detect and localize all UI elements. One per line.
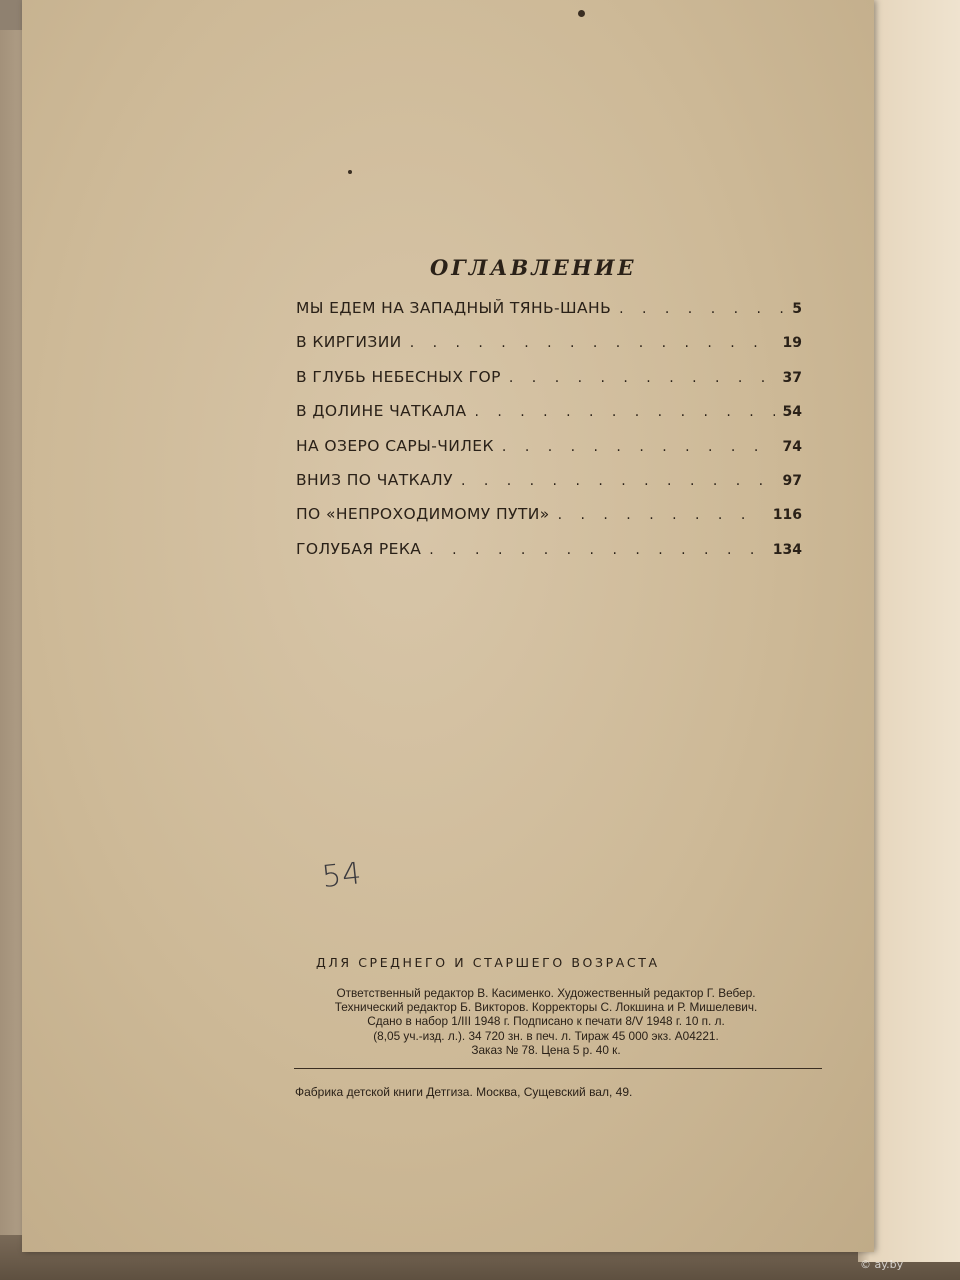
toc-entry — [296, 299, 802, 333]
toc-leader-dots — [461, 473, 775, 489]
toc-list — [296, 299, 802, 574]
toc-entry-page: 97 — [782, 472, 802, 489]
toc-entry-title: ПО «НЕПРОХОДИМОМУ ПУТИ» — [296, 505, 550, 524]
imprint-line: Ответственный редактор В. Касименко. Художественный редактор Г. Вебер. — [336, 986, 756, 1000]
imprint-line: Технический редактор Б. Викторов. Корректоры С. Локшина и Р. Мишелевич. — [334, 1000, 758, 1015]
watermark: © ay.by — [860, 1258, 904, 1271]
toc-entry-page: 37 — [782, 369, 802, 386]
toc-entry — [296, 402, 802, 436]
toc-entry-title: В ДОЛИНЕ ЧАТКАЛА — [296, 402, 467, 421]
ink-spot — [578, 10, 585, 17]
toc-entry-title: В КИРГИЗИИ — [296, 333, 402, 352]
toc-entry-title: ГОЛУБАЯ РЕКА — [296, 539, 422, 558]
toc-entry-page: 19 — [782, 335, 802, 352]
toc-title: ОГЛАВЛЕНИЕ — [430, 255, 637, 280]
toc-entry — [296, 540, 802, 574]
toc-entry — [296, 437, 802, 471]
imprint-divider — [294, 1068, 822, 1069]
toc-entry — [296, 471, 802, 505]
handwritten-note: 54 — [320, 855, 364, 896]
factory-address: Фабрика детской книги Детгиза. Москва, Сущевский вал, 49. — [295, 1085, 633, 1099]
toc-entry-page: 54 — [782, 404, 802, 421]
toc-entry-title: ВНИЗ ПО ЧАТКАЛУ — [296, 470, 453, 489]
imprint-block — [268, 986, 824, 1057]
toc-leader-dots — [619, 301, 784, 317]
imprint-line: (8,05 уч.-изд. л.). 34 720 зн. в печ. л. Тираж 45 000 экз. А04221. — [373, 1028, 719, 1043]
toc-entry-page: 134 — [772, 541, 802, 558]
ink-spot — [348, 170, 352, 174]
toc-leader-dots — [429, 542, 765, 558]
imprint-line: Сдано в набор 1/III 1948 г. Подписано к печати 8/V 1948 г. 10 п. л. — [367, 1014, 725, 1029]
toc-entry-title: МЫ ЕДЕМ НА ЗАПАДНЫЙ ТЯНЬ-ШАНЬ — [296, 299, 612, 317]
toc-leader-dots — [474, 404, 774, 420]
book-page — [22, 0, 874, 1252]
toc-leader-dots — [558, 507, 765, 523]
toc-entry-title: НА ОЗЕРО САРЫ-ЧИЛЕК — [296, 436, 494, 455]
toc-entry-page: 116 — [772, 507, 802, 524]
toc-leader-dots — [509, 370, 775, 386]
toc-leader-dots — [410, 335, 775, 351]
age-group-label: ДЛЯ СРЕДНЕГО И СТАРШЕГО ВОЗРАСТА — [316, 955, 660, 970]
toc-entry-page: 74 — [782, 438, 802, 455]
imprint-line: Заказ № 78. Цена 5 р. 40 к. — [471, 1042, 621, 1057]
toc-entry-title: В ГЛУБЬ НЕБЕСНЫХ ГОР — [296, 367, 501, 386]
toc-entry-page: 5 — [792, 301, 802, 317]
toc-entry — [296, 333, 802, 367]
toc-entry — [296, 505, 802, 539]
toc-entry — [296, 368, 802, 402]
toc-leader-dots — [502, 439, 775, 455]
